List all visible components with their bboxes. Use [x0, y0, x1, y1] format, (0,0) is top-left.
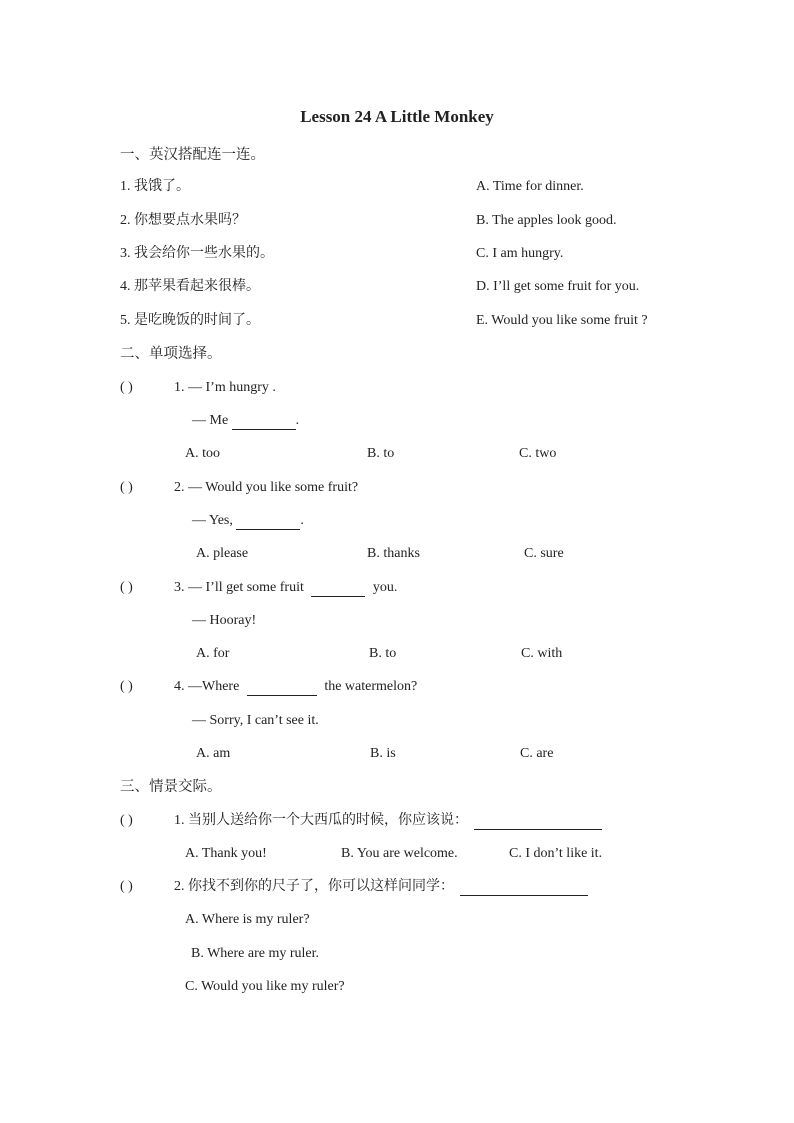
- option-a: A. am: [196, 746, 231, 761]
- stem-text: 4. —Where: [174, 679, 240, 694]
- match-left-5: 5. 是吃晚饭的时间了。: [120, 313, 260, 328]
- option-b: B. is: [370, 746, 396, 761]
- stem-text: 2. 你找不到你的尺子了，你可以这样问同学：: [174, 879, 454, 894]
- question-reply: [192, 512, 304, 530]
- question-reply: — Sorry, I can’t see it.: [192, 713, 319, 728]
- question-stem: 2. — Would you like some fruit?: [174, 480, 359, 495]
- fill-blank[interactable]: [474, 829, 602, 830]
- section-2-heading: 二、单项选择。: [120, 346, 222, 362]
- match-left-3: 3. 我会给你一些水果的。: [120, 246, 274, 261]
- question-stem: [174, 678, 417, 696]
- fill-blank[interactable]: [236, 529, 300, 530]
- fill-blank[interactable]: [460, 895, 588, 896]
- stem-end: you.: [372, 580, 398, 595]
- option-b: B. to: [367, 446, 395, 461]
- option-a: A. too: [185, 446, 220, 461]
- match-right-e: E. Would you like some fruit ?: [476, 313, 648, 328]
- question-stem: [174, 878, 588, 896]
- question-stem: 1. — I’m hungry .: [174, 380, 276, 395]
- option-a: A. Where is my ruler?: [185, 912, 310, 927]
- match-right-b: B. The apples look good.: [476, 213, 617, 228]
- answer-paren[interactable]: ( ): [120, 580, 133, 595]
- match-right-a: A. Time for dinner.: [476, 179, 584, 194]
- option-b: B. to: [369, 646, 397, 661]
- reply-end: .: [295, 413, 300, 428]
- match-left-2: 2. 你想要点水果吗？: [120, 213, 246, 228]
- section-1-heading: 一、英汉搭配连一连。: [120, 147, 265, 163]
- option-c: C. I don’t like it.: [509, 846, 603, 861]
- match-right-c: C. I am hungry.: [476, 246, 564, 261]
- page-title: Lesson 24 A Little Monkey: [300, 107, 494, 126]
- option-c: C. two: [519, 446, 557, 461]
- option-c: C. Would you like my ruler?: [185, 979, 345, 994]
- question-reply: — Hooray!: [192, 613, 257, 628]
- answer-paren[interactable]: ( ): [120, 480, 133, 495]
- option-a: A. please: [196, 546, 249, 561]
- stem-end: the watermelon?: [324, 679, 418, 694]
- reply-end: .: [300, 513, 304, 528]
- section-3-heading: 三、情景交际。: [120, 779, 222, 795]
- reply-text: — Me: [192, 413, 229, 428]
- answer-paren[interactable]: ( ): [120, 813, 133, 828]
- option-b: B. thanks: [367, 546, 420, 561]
- question-stem: [174, 579, 397, 597]
- stem-text: 1. 当别人送给你一个大西瓜的时候，你应该说：: [174, 813, 468, 828]
- fill-blank[interactable]: [247, 695, 317, 696]
- option-b: B. Where are my ruler.: [191, 946, 320, 961]
- option-c: C. are: [520, 746, 554, 761]
- fill-blank[interactable]: [311, 596, 365, 597]
- question-reply: [192, 412, 299, 430]
- match-left-1: 1. 我饿了。: [120, 179, 190, 194]
- fill-blank[interactable]: [232, 429, 296, 430]
- option-c: C. with: [521, 646, 563, 661]
- stem-text: 3. — I’ll get some fruit: [174, 580, 304, 595]
- match-left-4: 4. 那苹果看起来很棒。: [120, 279, 260, 294]
- option-a: A. Thank you!: [185, 846, 267, 861]
- answer-paren[interactable]: ( ): [120, 679, 133, 694]
- option-a: A. for: [196, 646, 230, 661]
- answer-paren[interactable]: ( ): [120, 879, 133, 894]
- match-right-d: D. I’ll get some fruit for you.: [476, 279, 640, 294]
- option-b: B. You are welcome.: [341, 846, 458, 861]
- question-stem: [174, 812, 602, 830]
- option-c: C. sure: [524, 546, 564, 561]
- reply-text: — Yes,: [192, 513, 233, 528]
- answer-paren[interactable]: ( ): [120, 380, 133, 395]
